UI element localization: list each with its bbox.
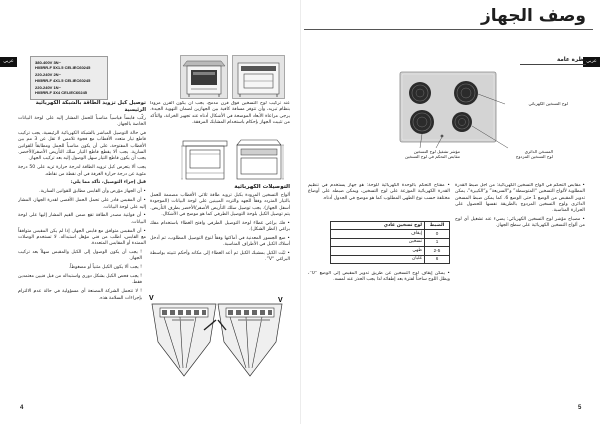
rating-voltage-2: 220-240V 2N~ xyxy=(35,72,61,78)
label-dual-line1: المسخن الدائري xyxy=(524,149,553,154)
page-divider xyxy=(300,0,301,424)
check-item: • أن فولتية مصدر الطاقة تقع ضمن القيم المشار إليها على لوحة البيانات. xyxy=(18,213,146,225)
table-row xyxy=(331,230,450,238)
electrical-section xyxy=(150,184,290,284)
bullet-control-knobs: • مقابض التحكم في ألواح التسخين الكهربائية: من أجل ضبط القدرة المطلوبة لألواح التسخين “المتوسطة” و“السريعة” و“الكبيرة”، يمكن تدوير المقبض من الوضع 1 حتى الوضع 6. كما يمكن ضبط المسخن الدائري ولوح التسخين المزدوج بالطريقة نفسها للحصول على الحرارة المناسبة. xyxy=(455,183,585,214)
rating-cable-2: H05RR-F 4X1.5 CEI-IEC60245 xyxy=(35,77,91,83)
hotplate-front-right xyxy=(452,112,472,132)
electrical-step: • فك براغي غطاء لوحة التوصيل الطرفي وافتح الغطاء باستخدام مفك براغي (انظر الشكل). xyxy=(150,220,290,233)
warning-item: ! يجب أن يكون الوصول إلى الكبل والمقبس سهلاً بعد تركيب الجهاز. xyxy=(18,250,142,262)
table-cell-setting: 0 xyxy=(425,230,450,238)
check-item: • أن المقبس قادر على تحمل الحمل الأقصى لقدرة الجهاز، المشار إليه على لوحة البيانات. xyxy=(18,198,146,210)
mains-connection-section xyxy=(18,100,146,390)
language-tab-right: عربي xyxy=(583,57,600,67)
electrical-step: • ثبّت الكبل بمشبك الكبل ثم أعد الغطاء إلى مكانه وأحكم تثبيته بواسطة البراغي “V”. xyxy=(150,251,290,263)
title-rule xyxy=(304,29,593,30)
cabinet-diagram-1 xyxy=(180,137,230,183)
table-header-use: لوح تسخين عادي xyxy=(331,222,425,230)
page-title: وصف الجهاز xyxy=(480,6,586,26)
installation-text xyxy=(150,101,290,134)
table-header-setting: الضبط xyxy=(425,222,450,230)
hotplate-front-left xyxy=(410,110,434,134)
controls-description-right xyxy=(455,183,585,245)
electrical-intro: ألواح التسخين المزودة بكبل تزويد طاقة ثلاثي الأقطاب مصممة للعمل بالتيار المتردد وفقاً للجهد والتردد المبينين على لوحة البيانات (الموجودة أسفل الجهاز). يجب توصيل سلك التأريض الأصفر/الأخضر بطرف التأريض. يتم توصيل الكبل بلوحة التوصيل الطرفي كما هو موضح في الأشكال. xyxy=(150,193,290,217)
label-controls-line2: مقابض التحكم في لوح التسخين xyxy=(405,154,460,160)
table-row xyxy=(331,255,450,263)
label-controls xyxy=(396,149,460,160)
table-cell-use: إيقاف xyxy=(331,230,425,238)
switch-off-note xyxy=(308,271,450,291)
electrical-step: • ضع الجسور المعدنية في أماكنها وفقاً لنوع التوصيل المطلوب، ثم أدخل أسلاك الكبل في الأطراف المناسبة. xyxy=(150,235,290,248)
bullet-indicator-light: • مصباح مؤشر لوح التسخين الكهربائي: يضيء عند تشغيل أي لوح من ألواح التسخين الكهربائية على سطح الجهاز. xyxy=(455,217,585,229)
warning-item: ! لا تتحمل الشركة المصنعة أي مسؤولية في حالة عدم الالتزام بإجراءات السلامة هذه. xyxy=(18,289,142,301)
page-number-right: 5 xyxy=(578,405,582,411)
settings-table xyxy=(330,221,450,264)
label-dual-line2: لوح التسخين المزدوج xyxy=(515,154,553,160)
warning-item: ! يجب ألا يكون الكبل مثنياً أو مضغوطاً. xyxy=(68,265,142,271)
language-tab-left: عربي xyxy=(0,57,17,67)
wiring-diagram-right xyxy=(218,297,283,376)
wiring-diagram-left xyxy=(149,295,216,376)
table-cell-setting: 1 xyxy=(425,238,450,246)
bullet-energy-regulator: • مفتاح التحكم بالوحدة الكهربائية للوحة: هو جهاز يستخدم في تنظيم القدرة الكهربائية الموزعة على لوح التسخين، ويمكن ضبطه على أوضاع مختلفة حسب نوع الطهي المطلوب كما هو موضح في الجدول أدناه. xyxy=(308,183,450,201)
table-row xyxy=(331,247,450,255)
hot-indicator-light xyxy=(441,135,444,138)
settings-table-wrapper xyxy=(330,221,450,264)
rating-voltage-1: 380-400V 3N~ xyxy=(35,60,61,65)
table-cell-setting: 6 xyxy=(425,255,450,263)
electrical-heading: التوصيلات الكهربائية xyxy=(234,184,290,190)
note-text: • يمكن إيقاف لوح التسخين عن طريق تدوير المقبض إلى الوضع “0”، ويظل اللوح ساخناً لفترة بعد إطفائه لذا يجب الحذر عند لمسه. xyxy=(308,271,450,283)
mains-paragraph: في حالة التوصيل المباشر بالشبكة الكهربائية الرئيسية، يجب تركيب قاطع تيار متعدد الأقطاب مع فجوة تلامس لا تقل عن 3 مم بين الأقطاب المفتوحة، على أن يكون مناسباً للحمل ومطابقاً للقوانين السارية. يجب ألا يقطع قاطع التيار سلك التأريض الأصفر/الأخضر. يجب أن يكون قاطع التيار سهل الوصول إليه بعد تركيب الجهاز. xyxy=(18,131,146,162)
hob-glass-panel xyxy=(400,72,496,142)
table-header-row xyxy=(331,222,450,230)
check-item: • أن المقبس متوافق مع قابس الجهاز. إذا لم يكن المقبس متوافقاً مع القابس، اطلب من فني مؤهل استبداله. لا تستخدم الوصلات الممتدة أو المقابس المتعددة. xyxy=(18,228,146,247)
mains-paragraph: ركّب قابساً قياسياً مناسباً للحمل المشار إليه على لوحة البيانات الخاصة بالجهاز. xyxy=(18,116,146,128)
rating-cable-3: H05RR-F 3X4 CEI-IEC60245 xyxy=(35,90,88,96)
table-cell-setting: 2-5 xyxy=(425,247,450,255)
label-controls-line1: مؤشر تشغيل لوح التسخين xyxy=(413,149,460,154)
hotplate-rear-right xyxy=(454,81,478,105)
cabinet-diagram-2 xyxy=(233,137,285,183)
rating-voltage-3: 220-240V 1N~ xyxy=(35,84,61,90)
rating-cable-1: H05RR-F 5X1.5 CEI-IEC60245 xyxy=(35,65,91,71)
terminal-block-wiring-diagram xyxy=(146,290,288,382)
installation-paragraph: عند تركيب لوح التسخين فوق فرن مدمج، يجب أن يكون الفرن مزوداً بنظام تبريد، وأن تتوفر مسافة كافية بين الجهازين لضمان التهوية الجيدة. يرجى مراعاة الأبعاد الموضحة في الأشكال أدناه عند تجهيز الخزانة، والتأكد من تثبيت الجهاز بإحكام باستخدام المشابك المرفقة. xyxy=(150,101,290,125)
rating-label-box xyxy=(30,56,108,100)
label-hotplate: لوح التسخين الكهربائي xyxy=(528,101,568,106)
hotplate-rear-left xyxy=(409,82,431,104)
overview-heading: نظرة عامة xyxy=(520,56,586,65)
screw-label-v-right: V xyxy=(278,297,283,304)
checks-intro: قبل إجراء التوصيل، تأكد مما يلي: xyxy=(70,180,146,186)
table-cell-use: غليان xyxy=(331,255,425,263)
mains-heading: توصيل كبل تزويد الطاقة بالشبكة الكهربائية الرئيسية xyxy=(35,100,146,113)
table-cell-use: تسخين xyxy=(331,238,425,246)
table-row xyxy=(331,238,450,246)
table-cell-use: طهي xyxy=(331,247,425,255)
page-number-left: 4 xyxy=(20,405,24,411)
controls-description-left xyxy=(308,183,450,217)
label-dual-hotplate xyxy=(497,149,553,160)
warning-item: ! يجب فحص الكبل بشكل دوري واستبداله من قبل فنيين معتمدين فقط. xyxy=(18,274,142,286)
installation-photo-2 xyxy=(232,55,285,99)
screw-label-v-left: V xyxy=(149,295,154,302)
installation-photo-1 xyxy=(180,55,228,99)
mains-paragraph: يجب ألا يتعرض كبل تزويد الطاقة لدرجة حرارة تزيد على 50 درجة مئوية عن درجة حرارة الغرفة في أي نقطة من نقاطه. xyxy=(18,165,146,177)
check-item: • أن الجهاز مؤرض وأن القابس مطابق للقوانين السارية. xyxy=(39,189,146,195)
